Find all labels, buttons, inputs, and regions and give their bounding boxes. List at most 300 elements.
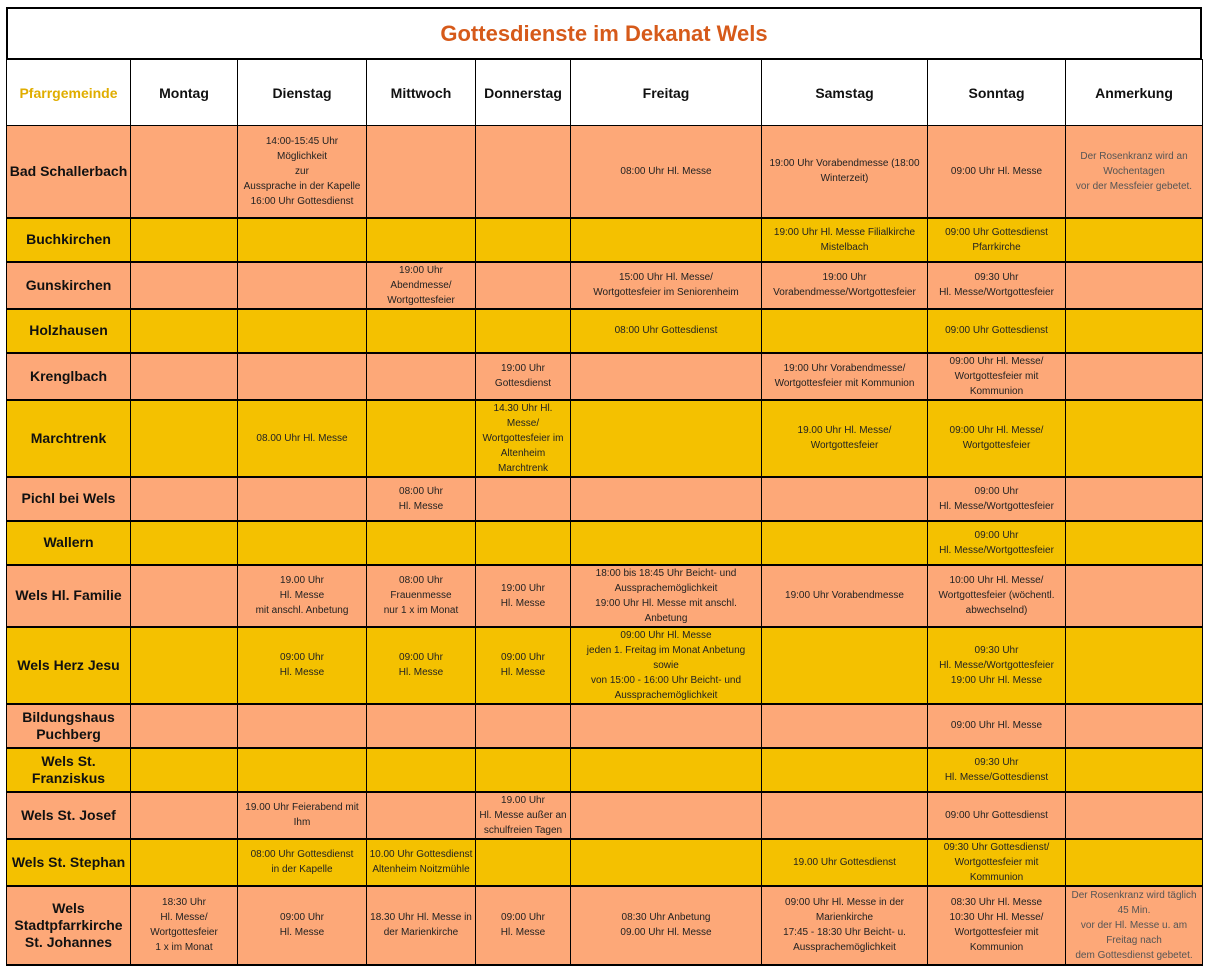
cell-text-line: abwechselnd) bbox=[965, 605, 1028, 616]
parish-name-cell bbox=[7, 262, 131, 309]
cell-montag bbox=[131, 521, 238, 565]
parish-name-line: Marchtrenk bbox=[30, 429, 107, 446]
table-row bbox=[7, 262, 1203, 309]
cell-samstag bbox=[762, 353, 928, 400]
schedule-sheet bbox=[6, 7, 1202, 966]
cell-sonntag bbox=[928, 886, 1066, 965]
cell-text-line: Freitag nach bbox=[1106, 934, 1162, 946]
cell-text-line: Altenheim bbox=[500, 447, 546, 459]
cell-text-line: Wortgottesfeier im Seniorenheim bbox=[593, 287, 739, 298]
cell-text-line: Wortgottesfeier im bbox=[482, 432, 564, 444]
parish-name-cell bbox=[7, 792, 131, 839]
cell-text-line: Hl. Messe bbox=[279, 590, 325, 601]
cell-text-line: der Marienkirche bbox=[383, 927, 459, 938]
parish-name-line: Buchkirchen bbox=[26, 231, 111, 247]
cell-anmerkung bbox=[1066, 521, 1203, 565]
cell-dienstag bbox=[238, 309, 367, 353]
table-row bbox=[7, 565, 1203, 627]
cell-montag bbox=[131, 704, 238, 748]
cell-donnerstag bbox=[476, 565, 571, 627]
parish-name-line: Bildungshaus bbox=[22, 708, 115, 725]
parish-name-line: Pichl bei Wels bbox=[21, 490, 116, 506]
cell-anmerkung bbox=[1066, 565, 1203, 627]
cell-text-line: Abendmesse/ bbox=[390, 279, 452, 291]
cell-text-line: Hl. Messe/Wortgottesfeier bbox=[939, 544, 1054, 556]
header-pfarrgemeinde: Pfarrgemeinde bbox=[7, 60, 131, 126]
cell-text-line: 19:00 Uhr Hl. Messe Filialkirche bbox=[773, 226, 916, 238]
cell-dienstag bbox=[238, 218, 367, 262]
cell-text-line: 14.30 Uhr Hl. Messe/ bbox=[493, 402, 553, 429]
cell-donnerstag bbox=[476, 477, 571, 521]
cell-text-line: 19.00 Uhr bbox=[501, 794, 545, 806]
cell-text-line: 19:00 Uhr Hl. Messe mit anschl. Anbetung bbox=[595, 597, 737, 624]
cell-mittwoch bbox=[367, 521, 476, 565]
cell-text-line: Aussprachemöglichkeit bbox=[793, 942, 896, 953]
cell-text-line: Hl. Messe/Wortgottesfeier bbox=[939, 287, 1054, 298]
cell-dienstag bbox=[238, 627, 367, 704]
cell-text-line: Aussprachemöglichkeit bbox=[614, 582, 718, 594]
cell-freitag bbox=[571, 218, 762, 262]
cell-mittwoch bbox=[367, 309, 476, 353]
cell-text-line: Kommunion bbox=[969, 871, 1024, 883]
cell-text-line: 09:30 Uhr bbox=[974, 756, 1019, 768]
cell-mittwoch bbox=[367, 839, 476, 886]
cell-sonntag bbox=[928, 565, 1066, 627]
cell-text-line: 19:00 Uhr bbox=[501, 582, 545, 594]
cell-dienstag bbox=[238, 565, 367, 627]
cell-text-line: Kommunion bbox=[969, 942, 1024, 953]
cell-text-line: 09:00 Uhr Hl. Messe bbox=[950, 720, 1043, 731]
cell-text-line: Hl. Messe bbox=[500, 597, 546, 609]
cell-text-line: 09:00 Uhr bbox=[501, 652, 545, 663]
cell-anmerkung bbox=[1066, 477, 1203, 521]
cell-samstag bbox=[762, 792, 928, 839]
cell-donnerstag bbox=[476, 309, 571, 353]
table-row bbox=[7, 218, 1203, 262]
cell-text-line: 1 x im Monat bbox=[155, 942, 213, 953]
title-bar bbox=[6, 7, 1202, 59]
cell-montag bbox=[131, 839, 238, 886]
cell-text-line: Wortgottesfeier bbox=[150, 927, 218, 938]
cell-text-line: Wortgottesfeier bbox=[387, 294, 455, 306]
cell-text-line: 09:00 Uhr Hl. Messe bbox=[620, 629, 712, 641]
cell-text-line: 09:00 Uhr bbox=[280, 912, 324, 923]
header-dienstag: Dienstag bbox=[238, 60, 367, 126]
cell-montag bbox=[131, 477, 238, 521]
table-row bbox=[7, 748, 1203, 792]
cell-text-line: 19:00 Uhr bbox=[399, 264, 443, 276]
cell-text-line: 08.00 Uhr Hl. Messe bbox=[256, 432, 348, 444]
cell-text-line: vor der Messfeier gebetet. bbox=[1075, 180, 1193, 192]
parish-name-line: St. Johannes bbox=[24, 933, 113, 950]
cell-text-line: Hl. Messe/Wortgottesfeier bbox=[939, 500, 1054, 512]
table-row bbox=[7, 521, 1203, 565]
parish-name-line: Wels St. Josef bbox=[21, 806, 116, 823]
cell-freitag bbox=[571, 521, 762, 565]
cell-text-line: Hl. Messe bbox=[398, 500, 444, 512]
cell-sonntag bbox=[928, 477, 1066, 521]
cell-sonntag bbox=[928, 792, 1066, 839]
cell-text-line: 09.00 Uhr Hl. Messe bbox=[620, 927, 712, 938]
cell-text-line: 19.00 Uhr bbox=[280, 575, 324, 586]
cell-anmerkung bbox=[1066, 309, 1203, 353]
parish-name-line: Franziskus bbox=[31, 769, 106, 786]
cell-text-line: Winterzeit) bbox=[820, 173, 869, 185]
cell-sonntag bbox=[928, 839, 1066, 886]
cell-text-line: 08:00 Uhr Gottesdienst bbox=[614, 325, 718, 336]
cell-samstag bbox=[762, 521, 928, 565]
parish-name-line: Wels St. Stephan bbox=[11, 853, 126, 870]
cell-text-line: 08:00 Uhr bbox=[399, 485, 443, 497]
cell-text-line: Wortgottesfeier mit bbox=[954, 927, 1039, 938]
cell-text-line: mit anschl. Anbetung bbox=[255, 605, 349, 616]
cell-montag bbox=[131, 309, 238, 353]
cell-text-line: 08:30 Uhr Anbetung bbox=[621, 912, 711, 923]
cell-montag bbox=[131, 262, 238, 309]
header-donnerstag: Donnerstag bbox=[476, 60, 571, 126]
cell-freitag bbox=[571, 477, 762, 521]
cell-text-line: von 15:00 - 16:00 Uhr Beicht- und bbox=[590, 674, 742, 686]
cell-freitag bbox=[571, 886, 762, 965]
header-freitag: Freitag bbox=[571, 60, 762, 126]
cell-text-line: Hl. Messe/Gottesdienst bbox=[944, 771, 1049, 783]
cell-anmerkung bbox=[1066, 792, 1203, 839]
cell-mittwoch bbox=[367, 400, 476, 477]
cell-anmerkung bbox=[1066, 748, 1203, 792]
cell-anmerkung bbox=[1066, 839, 1203, 886]
cell-text-line: 09:00 Uhr bbox=[974, 485, 1019, 497]
cell-mittwoch bbox=[367, 748, 476, 792]
cell-donnerstag bbox=[476, 748, 571, 792]
cell-text-line: 09:00 Uhr Gottesdienst bbox=[945, 809, 1048, 821]
cell-text-line: 15:00 Uhr Hl. Messe/ bbox=[619, 272, 713, 283]
cell-text-line: zur bbox=[295, 165, 309, 177]
cell-donnerstag bbox=[476, 839, 571, 886]
cell-text-line: 16:00 Uhr Gottesdienst bbox=[250, 195, 354, 207]
cell-text-line: 19:00 Uhr Vorabendmesse (18:00 bbox=[769, 158, 920, 170]
cell-sonntag bbox=[928, 353, 1066, 400]
cell-anmerkung bbox=[1066, 704, 1203, 748]
cell-text-line: Kommunion bbox=[969, 385, 1024, 397]
cell-mittwoch bbox=[367, 353, 476, 400]
cell-donnerstag bbox=[476, 400, 571, 477]
table-row bbox=[7, 126, 1203, 218]
cell-text-line: nur 1 x im Monat bbox=[383, 605, 459, 616]
cell-anmerkung bbox=[1066, 353, 1203, 400]
cell-montag bbox=[131, 126, 238, 218]
cell-samstag bbox=[762, 400, 928, 477]
cell-montag bbox=[131, 886, 238, 965]
cell-samstag bbox=[762, 839, 928, 886]
cell-text-line: Hl. Messe bbox=[279, 927, 325, 938]
cell-text-line: Hl. Messe bbox=[500, 927, 546, 938]
cell-samstag bbox=[762, 704, 928, 748]
cell-text-line: 09:00 Uhr Hl. Messe bbox=[950, 165, 1043, 177]
cell-text-line: Hl. Messe bbox=[279, 667, 325, 678]
cell-freitag bbox=[571, 792, 762, 839]
cell-samstag bbox=[762, 126, 928, 218]
cell-text-line: 08:00 Uhr Frauenmesse bbox=[390, 575, 452, 601]
cell-text-line: Gottesdienst bbox=[494, 378, 552, 389]
parish-name-cell bbox=[7, 627, 131, 704]
cell-text-line: 09:30 Uhr bbox=[974, 272, 1019, 283]
parish-name-line: Stadtpfarrkirche bbox=[14, 916, 123, 933]
cell-dienstag bbox=[238, 521, 367, 565]
cell-donnerstag bbox=[476, 353, 571, 400]
cell-donnerstag bbox=[476, 126, 571, 218]
cell-samstag bbox=[762, 218, 928, 262]
parish-name-cell bbox=[7, 400, 131, 477]
cell-text-line: 09:00 Uhr Gottesdienst bbox=[945, 226, 1048, 238]
cell-mittwoch bbox=[367, 792, 476, 839]
cell-dienstag bbox=[238, 262, 367, 309]
cell-text-line: Pfarrkirche bbox=[972, 241, 1021, 253]
cell-sonntag bbox=[928, 627, 1066, 704]
cell-freitag bbox=[571, 353, 762, 400]
cell-text-line: 10:30 Uhr Hl. Messe/ bbox=[949, 912, 1044, 923]
parish-name-cell bbox=[7, 126, 131, 218]
cell-donnerstag bbox=[476, 886, 571, 965]
cell-dienstag bbox=[238, 748, 367, 792]
cell-text-line: 10:00 Uhr Hl. Messe/ bbox=[949, 575, 1044, 586]
cell-text-line: 09:00 Uhr bbox=[399, 652, 443, 663]
cell-text-line: Aussprache in der Kapelle bbox=[243, 180, 361, 192]
cell-text-line: Wortgottesfeier mit bbox=[954, 856, 1039, 868]
cell-sonntag bbox=[928, 521, 1066, 565]
cell-text-line: schulfreien Tagen bbox=[483, 824, 563, 836]
cell-text-line: Marchtrenk bbox=[497, 462, 548, 474]
cell-freitag bbox=[571, 748, 762, 792]
cell-montag bbox=[131, 353, 238, 400]
parish-name-cell bbox=[7, 886, 131, 965]
cell-mittwoch bbox=[367, 262, 476, 309]
cell-text-line: Altenheim Noitzmühle bbox=[372, 864, 470, 875]
header-montag: Montag bbox=[131, 60, 238, 126]
cell-text-line: Hl. Messe/ bbox=[160, 912, 208, 923]
cell-sonntag bbox=[928, 126, 1066, 218]
cell-montag bbox=[131, 565, 238, 627]
cell-text-line: 09:00 Uhr bbox=[280, 652, 324, 663]
cell-anmerkung bbox=[1066, 400, 1203, 477]
cell-text-line: Wortgottesfeier mit Kommunion bbox=[774, 378, 915, 389]
cell-text-line: 09:00 Uhr Hl. Messe/ bbox=[949, 425, 1044, 436]
cell-text-line: 09:00 Uhr Gottesdienst bbox=[945, 325, 1048, 336]
table-row bbox=[7, 704, 1203, 748]
cell-text-line: Vorabendmesse/Wortgottesfeier bbox=[773, 287, 916, 298]
cell-text-line: 14:00-15:45 Uhr Möglichkeit bbox=[265, 135, 339, 162]
cell-dienstag bbox=[238, 477, 367, 521]
cell-text-line: Hl. Messe/Wortgottesfeier bbox=[939, 659, 1054, 671]
parish-name-cell bbox=[7, 704, 131, 748]
cell-anmerkung bbox=[1066, 627, 1203, 704]
cell-text-line: 09:30 Uhr bbox=[974, 644, 1019, 656]
cell-samstag bbox=[762, 309, 928, 353]
cell-donnerstag bbox=[476, 627, 571, 704]
table-row bbox=[7, 400, 1203, 477]
cell-samstag bbox=[762, 262, 928, 309]
cell-text-line: dem Gottesdienst gebetet. bbox=[1075, 949, 1193, 961]
cell-text-line: 19:00 Uhr bbox=[822, 272, 867, 283]
cell-text-line: Hl. Messe bbox=[398, 667, 444, 678]
cell-freitag bbox=[571, 704, 762, 748]
cell-text-line: 08:30 Uhr Hl. Messe bbox=[950, 897, 1043, 908]
cell-freitag bbox=[571, 309, 762, 353]
cell-mittwoch bbox=[367, 704, 476, 748]
cell-text-line: 09:00 Uhr Hl. Messe/ bbox=[949, 355, 1044, 367]
cell-text-line: Wochentagen bbox=[1103, 165, 1165, 177]
cell-mittwoch bbox=[367, 886, 476, 965]
cell-sonntag bbox=[928, 262, 1066, 309]
table-row bbox=[7, 839, 1203, 886]
cell-anmerkung bbox=[1066, 218, 1203, 262]
cell-samstag bbox=[762, 886, 928, 965]
cell-anmerkung bbox=[1066, 262, 1203, 309]
cell-montag bbox=[131, 792, 238, 839]
parish-name-line: Wels bbox=[52, 899, 85, 916]
cell-text-line: 08:00 Uhr Hl. Messe bbox=[620, 165, 712, 177]
cell-text-line: 17:45 - 18:30 Uhr Beicht- u. bbox=[783, 927, 906, 938]
cell-text-line: Der Rosenkranz wird an bbox=[1080, 150, 1188, 162]
cell-text-line: Wortgottesfeier (wöchentl. bbox=[938, 590, 1055, 601]
header-mittwoch: Mittwoch bbox=[367, 60, 476, 126]
cell-dienstag bbox=[238, 839, 367, 886]
cell-montag bbox=[131, 627, 238, 704]
cell-text-line: 18.30 Uhr Hl. Messe in bbox=[370, 912, 472, 923]
parish-name-line: Puchberg bbox=[36, 725, 101, 742]
cell-donnerstag bbox=[476, 218, 571, 262]
parish-name-line: Wallern bbox=[43, 534, 94, 550]
parish-name-cell bbox=[7, 309, 131, 353]
cell-text-line: 19:00 Uhr bbox=[501, 363, 545, 374]
cell-dienstag bbox=[238, 886, 367, 965]
cell-mittwoch bbox=[367, 477, 476, 521]
cell-text-line: Ihm bbox=[293, 817, 311, 828]
cell-text-line: Wortgottesfeier mit bbox=[954, 370, 1039, 382]
parish-name-cell bbox=[7, 477, 131, 521]
cell-donnerstag bbox=[476, 521, 571, 565]
parish-name-cell bbox=[7, 748, 131, 792]
cell-text-line: in der Kapelle bbox=[271, 864, 333, 875]
cell-mittwoch bbox=[367, 627, 476, 704]
header-row bbox=[7, 60, 1203, 126]
table-row bbox=[7, 792, 1203, 839]
cell-text-line: 19:00 Uhr Vorabendmesse bbox=[785, 590, 904, 601]
cell-text-line: 08:00 Uhr Gottesdienst bbox=[250, 849, 354, 860]
cell-donnerstag bbox=[476, 792, 571, 839]
cell-text-line: Wortgottesfeier bbox=[962, 440, 1031, 451]
cell-freitag bbox=[571, 565, 762, 627]
cell-text-line: Aussprachemöglichkeit bbox=[614, 689, 718, 701]
cell-samstag bbox=[762, 565, 928, 627]
table-row bbox=[7, 477, 1203, 521]
header-sonntag: Sonntag bbox=[928, 60, 1066, 126]
parish-name-cell bbox=[7, 565, 131, 627]
cell-sonntag bbox=[928, 218, 1066, 262]
parish-name-line: Holzhausen bbox=[29, 322, 108, 338]
table-row bbox=[7, 886, 1203, 965]
table-row bbox=[7, 353, 1203, 400]
cell-text-line: 19:00 Uhr Vorabendmesse/ bbox=[783, 363, 906, 374]
cell-mittwoch bbox=[367, 126, 476, 218]
cell-mittwoch bbox=[367, 218, 476, 262]
cell-anmerkung bbox=[1066, 886, 1203, 965]
cell-text-line: jeden 1. Freitag im Monat Anbetung sowie bbox=[586, 644, 746, 671]
cell-dienstag bbox=[238, 704, 367, 748]
parish-name-cell bbox=[7, 218, 131, 262]
cell-text-line: vor der Hl. Messe u. am bbox=[1080, 919, 1188, 931]
parish-name-cell bbox=[7, 521, 131, 565]
cell-text-line: Marienkirche bbox=[815, 912, 874, 923]
cell-text-line: 19.00 Uhr Gottesdienst bbox=[793, 856, 896, 868]
cell-text-line: 18:00 bis 18:45 Uhr Beicht- und bbox=[595, 567, 737, 579]
cell-samstag bbox=[762, 748, 928, 792]
cell-text-line: 09:00 Uhr bbox=[974, 529, 1019, 541]
parish-name-cell bbox=[7, 839, 131, 886]
cell-text-line: Hl. Messe bbox=[500, 667, 546, 678]
cell-text-line: 10.00 Uhr Gottesdienst bbox=[369, 849, 473, 860]
cell-dienstag bbox=[238, 792, 367, 839]
cell-dienstag bbox=[238, 126, 367, 218]
parish-name-cell bbox=[7, 353, 131, 400]
cell-text-line: 09:00 Uhr Hl. Messe in der bbox=[785, 897, 904, 908]
cell-text-line: 19.00 Uhr Hl. Messe/ bbox=[797, 425, 892, 436]
parish-name-line: Krenglbach bbox=[29, 367, 107, 384]
cell-freitag bbox=[571, 400, 762, 477]
cell-freitag bbox=[571, 627, 762, 704]
table-row bbox=[7, 627, 1203, 704]
cell-freitag bbox=[571, 262, 762, 309]
cell-text-line: Mistelbach bbox=[820, 241, 869, 253]
cell-text-line: Wortgottesfeier bbox=[810, 440, 879, 451]
schedule-table bbox=[6, 59, 1203, 966]
cell-text-line: 09:00 Uhr bbox=[501, 912, 545, 923]
cell-text-line: 18:30 Uhr bbox=[162, 897, 206, 908]
cell-sonntag bbox=[928, 704, 1066, 748]
cell-freitag bbox=[571, 126, 762, 218]
parish-name-line: Bad Schallerbach bbox=[9, 162, 128, 179]
parish-name-line: Wels Herz Jesu bbox=[17, 656, 120, 673]
cell-text-line: 45 Min. bbox=[1117, 904, 1151, 916]
cell-montag bbox=[131, 748, 238, 792]
cell-dienstag bbox=[238, 353, 367, 400]
cell-text-line: 19:00 Uhr Hl. Messe bbox=[950, 674, 1043, 686]
header-anmerkung: Anmerkung bbox=[1066, 60, 1203, 126]
cell-text-line: 19.00 Uhr Feierabend mit bbox=[245, 802, 359, 813]
page-title: Gottesdienste im Dekanat Wels bbox=[440, 20, 768, 46]
parish-name-line: Wels St. bbox=[41, 752, 96, 769]
cell-mittwoch bbox=[367, 565, 476, 627]
cell-sonntag bbox=[928, 748, 1066, 792]
parish-name-line: Gunskirchen bbox=[25, 276, 112, 293]
table-row bbox=[7, 309, 1203, 353]
cell-freitag bbox=[571, 839, 762, 886]
cell-text-line: Der Rosenkranz wird täglich bbox=[1071, 889, 1197, 901]
cell-sonntag bbox=[928, 400, 1066, 477]
parish-name-line: Wels Hl. Familie bbox=[15, 587, 122, 603]
cell-donnerstag bbox=[476, 262, 571, 309]
header-samstag: Samstag bbox=[762, 60, 928, 126]
cell-donnerstag bbox=[476, 704, 571, 748]
cell-sonntag bbox=[928, 309, 1066, 353]
cell-text-line: Hl. Messe außer an bbox=[479, 809, 567, 821]
cell-samstag bbox=[762, 477, 928, 521]
cell-montag bbox=[131, 400, 238, 477]
cell-anmerkung bbox=[1066, 126, 1203, 218]
cell-samstag bbox=[762, 627, 928, 704]
cell-dienstag bbox=[238, 400, 367, 477]
cell-text-line: 09:30 Uhr Gottesdienst/ bbox=[943, 841, 1050, 853]
cell-montag bbox=[131, 218, 238, 262]
